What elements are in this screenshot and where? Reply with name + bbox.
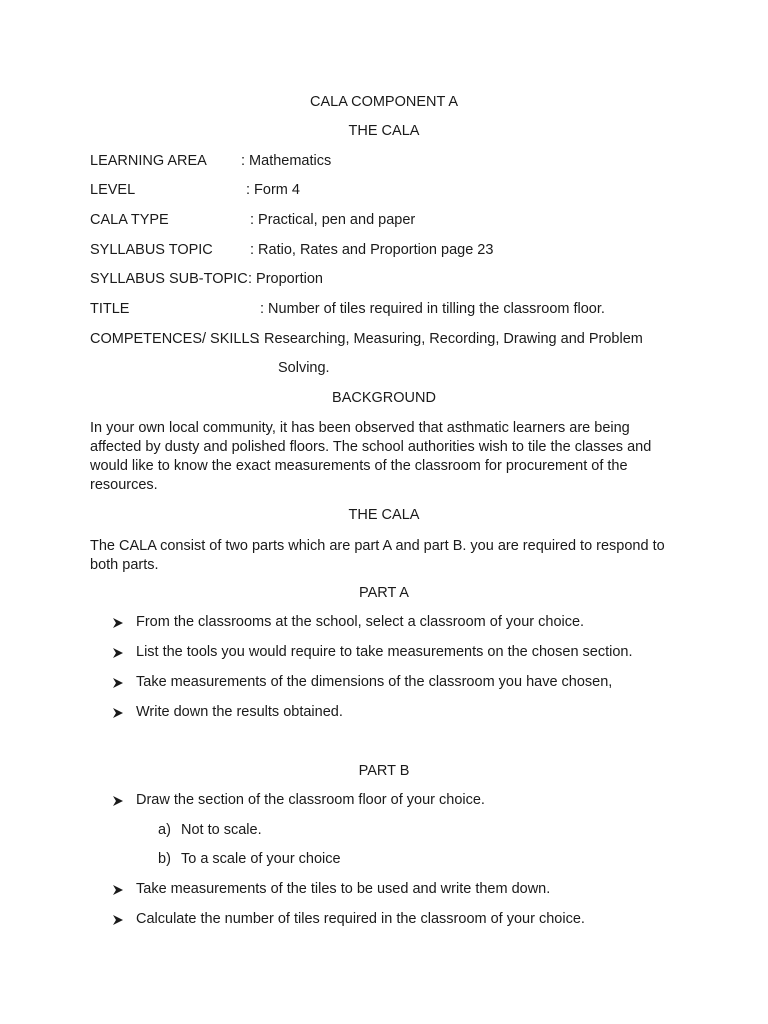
list-item-text: From the classrooms at the school, select a classroom of your choice.: [136, 614, 585, 630]
sub-item-marker: b): [158, 851, 171, 867]
field-value-syllabus-sub-topic: : Proportion: [248, 271, 323, 287]
arrow-bullet-icon: [112, 884, 124, 896]
arrow-bullet-icon: [112, 677, 124, 689]
list-item-text: Write down the results obtained.: [136, 704, 343, 720]
field-label-title: TITLE: [90, 301, 130, 317]
part-b-heading: PART B: [358, 763, 410, 779]
list-item-text: Take measurements of the dimensions of the classroom you have chosen,: [136, 674, 613, 690]
field-value-level: : Form 4: [246, 182, 300, 198]
sub-item-marker: a): [158, 822, 171, 838]
field-value-syllabus-topic: : Ratio, Rates and Proportion page 23: [250, 242, 494, 258]
cala-heading: THE CALA: [348, 507, 420, 523]
field-label-syllabus-topic: SYLLABUS TOPIC: [90, 242, 213, 258]
field-label-cala-type: CALA TYPE: [90, 212, 169, 228]
document-title: THE CALA: [348, 123, 420, 139]
arrow-bullet-icon: [112, 795, 124, 807]
field-label-syllabus-sub-topic: SYLLABUS SUB-TOPIC: [90, 271, 248, 287]
field-value-learning-area: : Mathematics: [241, 153, 332, 169]
list-item-text: Take measurements of the tiles to be used and write them down.: [136, 881, 551, 897]
arrow-bullet-icon: [112, 617, 124, 629]
list-item-text: Draw the section of the classroom floor of your choice.: [136, 792, 485, 808]
competences-continuation: Solving.: [278, 360, 330, 376]
arrow-bullet-icon: [112, 647, 124, 659]
list-item-text: List the tools you would require to take measurements on the chosen section.: [136, 644, 633, 660]
background-heading: BACKGROUND: [332, 390, 436, 406]
arrow-bullet-icon: [112, 707, 124, 719]
field-label-level: LEVEL: [90, 182, 136, 198]
sub-item-text: Not to scale.: [181, 822, 262, 838]
part-a-heading: PART A: [359, 585, 409, 601]
background-paragraph: In your own local community, it has been observed that asthmatic learners are being affected by dusty and polished floors. The school authorities wish to tile the classes and would like to know the exact measurements of the classroom for procurement of the resources.: [90, 420, 652, 493]
field-label-competences: COMPETENCES/ SKILLS: [90, 331, 260, 347]
component-heading: CALA COMPONENT A: [310, 94, 458, 110]
field-value-competences: : Researching, Measuring, Recording, Drawing and Problem: [256, 331, 643, 347]
cala-paragraph: The CALA consist of two parts which are part A and part B. you are required to respond to both parts.: [90, 538, 665, 573]
field-value-cala-type: : Practical, pen and paper: [250, 212, 416, 228]
field-label-learning-area: LEARNING AREA: [90, 153, 207, 169]
arrow-bullet-icon: [112, 914, 124, 926]
list-item-text: Calculate the number of tiles required in the classroom of your choice.: [136, 911, 585, 927]
sub-item-text: To a scale of your choice: [181, 851, 341, 867]
field-value-title: : Number of tiles required in tilling the classroom floor.: [260, 301, 605, 317]
